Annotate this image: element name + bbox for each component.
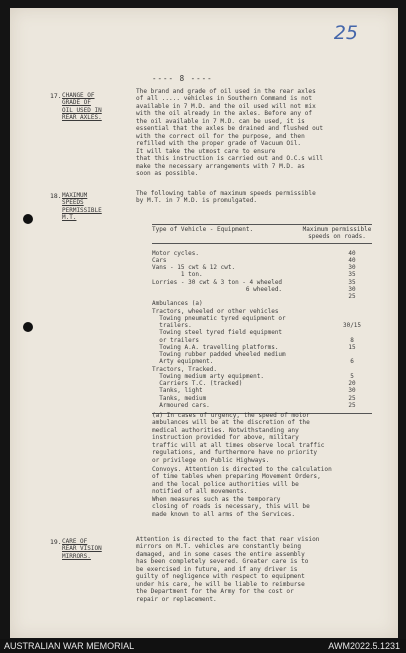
table-row bbox=[152, 366, 372, 373]
table-row bbox=[152, 308, 372, 315]
max-speed-cell: 35 bbox=[348, 278, 356, 286]
max-speed-cell bbox=[332, 300, 372, 307]
table-row bbox=[152, 271, 372, 278]
table-row bbox=[152, 373, 372, 380]
vehicle-type-cell: Tanks, medium bbox=[152, 394, 207, 402]
vehicle-type-cell: Towing rubber padded wheeled medium bbox=[152, 351, 286, 358]
vehicle-type-cell: Towing medium arty equipment. bbox=[152, 372, 264, 380]
table-row bbox=[152, 279, 372, 286]
max-speed-cell: 30/15 bbox=[342, 322, 362, 329]
vehicle-type-cell: Towing steel tyred field equipment bbox=[152, 329, 283, 337]
section-text: Attention is directed to the fact that rear vision mirrors on M.T. vehicles are constantly being damaged, and in some cases the entire assembly has been completely severed. Greater care is to be exercised in future, and if any driver is guilty of negligence with respect to equipment under his care, he will be liable to reimburse the Department for the Army for the cost or repair or replacement. bbox=[136, 536, 320, 603]
table-row bbox=[152, 264, 372, 271]
max-speed-cell: 30 bbox=[348, 264, 356, 271]
vehicle-type-cell bbox=[152, 293, 332, 300]
vehicle-type-cell: Carriers T.C. (tracked) bbox=[152, 380, 243, 387]
document-page bbox=[10, 8, 398, 638]
table-row bbox=[152, 344, 372, 351]
note-a: (a) In cases of urgency, the speed of motor ambulances will be at the discretion of the medical authorities. Notwithstanding any instruction provided for above, military traffic will at all times observe local traffic regulations, and furthermore have no priority or privilege on Public Highways. bbox=[152, 412, 325, 464]
table-row bbox=[152, 380, 372, 387]
max-speed-cell bbox=[332, 308, 372, 315]
max-speed-cell: 5 bbox=[350, 372, 354, 380]
table-row bbox=[152, 286, 372, 293]
table-row bbox=[152, 395, 372, 402]
table-row bbox=[152, 387, 372, 394]
max-speed-cell: 40 bbox=[348, 249, 356, 257]
max-speed-cell: 30 bbox=[348, 387, 356, 395]
vehicle-type-cell: Lorries - 30 cwt & 3 ton - 4 wheeled bbox=[152, 278, 283, 286]
section-number: 19. bbox=[50, 538, 62, 546]
section-text: The brand and grade of oil used in the rear axles of all ..... vehicles in Southern Command is not available in 7 M.D. and the oil used will not mix with the oil already in the axles. Before any of the oil available in 7 M.D. can be used, it is essential that the axles be drained and flushed out with the correct oil for the purpose, and then refilled with the proper grade of Vacuum Oil. It will take the utmost care to ensure that this instruction is carried out and O.C.s will make the necessary arrangements with 7 M.D. as soon as possible. bbox=[136, 88, 324, 177]
section-number: 18. bbox=[50, 192, 62, 200]
section-heading: CHANGE OF GRADE OF OIL USED IN REAR AXLES. bbox=[62, 92, 102, 122]
section-heading: CARE OF REAR VISION MIRRORS. bbox=[62, 538, 102, 560]
footer-attribution: AUSTRALIAN WAR MEMORIAL bbox=[4, 641, 135, 651]
vehicle-type-cell: Motor cycles. bbox=[152, 249, 199, 257]
vehicle-type-cell: 1 ton. bbox=[152, 271, 203, 279]
vehicle-type-cell: 6 wheeled. bbox=[152, 285, 283, 293]
punch-hole bbox=[23, 214, 33, 224]
page-number: ---- 8 ---- bbox=[152, 74, 213, 83]
table-row bbox=[152, 329, 372, 336]
max-speed-cell: 6 bbox=[350, 358, 354, 366]
max-speed-cell bbox=[332, 351, 372, 358]
section-text: The following table of maximum speeds permissible by M.T. in 7 M.D. is promulgated. bbox=[136, 190, 316, 205]
vehicle-type-cell: Cars bbox=[152, 256, 167, 264]
table-row bbox=[152, 402, 372, 409]
max-speed-cell: 25 bbox=[348, 293, 356, 300]
table-header bbox=[152, 224, 372, 244]
vehicle-type-cell: Arty equipment. bbox=[152, 358, 214, 366]
max-speed-cell: 8 bbox=[350, 336, 354, 344]
vehicle-type-cell: Towing pneumatic tyred equipment or bbox=[152, 314, 286, 322]
max-speed-cell bbox=[332, 329, 372, 336]
vehicle-type-cell: Ambulances (a) bbox=[152, 300, 203, 308]
table-header-speed: Maximum permissible speeds on roads. bbox=[302, 226, 372, 241]
handwritten-page-number: 25 bbox=[333, 22, 358, 44]
vehicle-type-cell: Tractors, wheeled or other vehicles bbox=[152, 307, 279, 315]
max-speed-cell: 15 bbox=[348, 343, 356, 351]
table-row bbox=[152, 315, 372, 322]
footer-accession-number: AWM2022.5.1231 bbox=[328, 641, 400, 651]
max-speed-cell: 40 bbox=[348, 256, 356, 264]
table-row bbox=[152, 322, 372, 329]
max-speed-cell bbox=[332, 315, 372, 322]
table-row bbox=[152, 351, 372, 358]
table-row bbox=[152, 293, 372, 300]
footer-bar bbox=[0, 639, 406, 653]
max-speed-cell: 35 bbox=[348, 271, 356, 279]
table-row bbox=[152, 250, 372, 257]
table-row bbox=[152, 358, 372, 365]
vehicle-type-cell: Towing A.A. travelling platforms. bbox=[152, 343, 279, 351]
section-heading: MAXIMUM SPEEDS PERMISSIBLE M.T. bbox=[62, 192, 102, 222]
vehicle-type-cell: trailers. bbox=[152, 322, 192, 329]
punch-hole bbox=[23, 322, 33, 332]
section-number: 17. bbox=[50, 92, 62, 100]
vehicle-type-cell: Vans - 15 cwt & 12 cwt. bbox=[152, 264, 236, 271]
speed-table bbox=[152, 224, 372, 414]
max-speed-cell: 25 bbox=[348, 401, 356, 409]
vehicle-type-cell: Tanks, light bbox=[152, 387, 203, 395]
table-row bbox=[152, 257, 372, 264]
table-body bbox=[152, 250, 372, 410]
table-row bbox=[152, 300, 372, 307]
max-speed-cell bbox=[332, 366, 372, 373]
max-speed-cell: 25 bbox=[348, 394, 356, 402]
vehicle-type-cell: Armoured cars. bbox=[152, 401, 210, 409]
vehicle-type-cell: Tractors, Tracked. bbox=[152, 365, 218, 373]
max-speed-cell: 20 bbox=[348, 380, 356, 387]
table-header-vehicle: Type of Vehicle - Equipment. bbox=[152, 226, 254, 233]
note-convoys: Convoys. Attention is directed to the calculation of time tables when preparing Movement Orders, and the local police authorities will be notified of all movements. When measures such as the temporary closing of roads is necessary, this will be made known to all arms of the Services. bbox=[152, 466, 332, 518]
vehicle-type-cell: or trailers bbox=[152, 336, 199, 344]
max-speed-cell: 30 bbox=[348, 285, 356, 293]
table-row bbox=[152, 337, 372, 344]
